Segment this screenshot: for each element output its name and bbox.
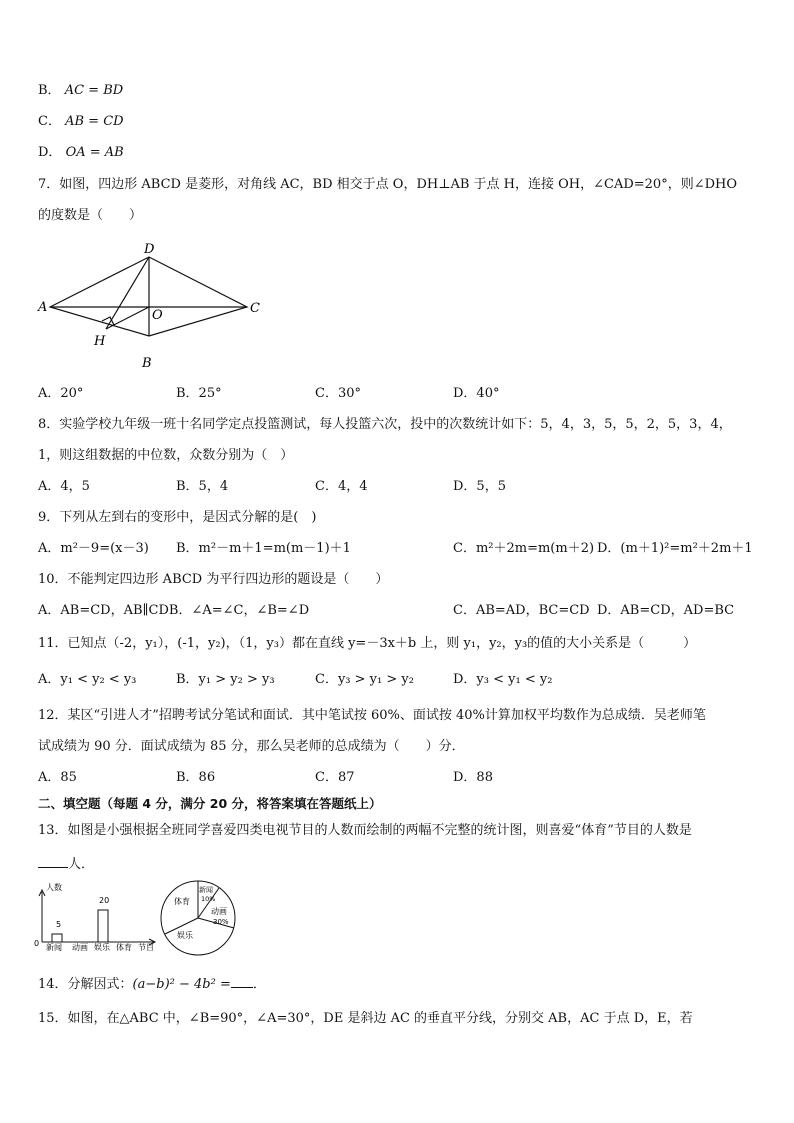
q10-stem: 10．不能判定四边形 ABCD 为平行四边形的题设是（ ）: [38, 572, 389, 587]
q14-prefix: 14．分解因式：: [38, 977, 133, 992]
q12-stem-line1: 12．某区“引进人才”招聘考试分笔试和面试．其中笔试按 60%、面试按 40%计算加权平均数作为总成绩．吴老师笔: [38, 708, 706, 723]
bar-label-ent: 20: [99, 896, 110, 905]
pie-pct-anime: 30%: [213, 918, 229, 926]
q13-stem-line1: 13．如图是小强根据全班同学喜爱四类电视节目的人数而绘制的两幅不完整的统计图，则喜爱“体育”节目的人数是: [38, 823, 692, 838]
option-c-prev: [38, 113, 124, 131]
q12-option-b: B．86: [176, 770, 216, 785]
label-c: C: [250, 301, 260, 316]
q7-option-c: C．30°: [315, 386, 361, 401]
q9-option-c: C．m²＋2m=m(m＋2): [453, 541, 595, 556]
option-letter: C．: [38, 114, 61, 129]
q12-option-d: D．88: [453, 770, 493, 785]
label-b: B: [142, 356, 152, 371]
option-letter: D．: [38, 145, 62, 160]
q8-stem-line2: 1，则这组数据的中位数，众数分别为（ ）: [38, 448, 294, 463]
label-h: H: [94, 334, 106, 349]
q8-option-c: C．4，4: [315, 479, 368, 494]
label-a: A: [38, 300, 48, 315]
label-o: O: [152, 308, 163, 323]
q9-option-b: B．m²－m＋1=m(m－1)＋1: [176, 541, 351, 556]
q11-option-a: A．y₁ < y₂ < y₃: [38, 672, 137, 687]
x-tick-anime: 动画: [72, 943, 88, 952]
bar-新闻: [52, 934, 62, 942]
q12-option-a: A．85: [38, 770, 77, 785]
q9-stem: 9．下列从左到右的变形中，是因式分解的是( ): [38, 510, 317, 525]
pie-label-anime: 动画: [211, 907, 227, 916]
q13-suffix: 人．: [68, 857, 95, 872]
q7-stem-line1: 7．如图，四边形 ABCD 是菱形，对角线 AC，BD 相交于点 O，DH⊥AB 于点 H，连接 OH，∠CAD=20°，则∠DHO: [38, 177, 738, 192]
q14-expression: (a−b)² − 4b² =: [132, 977, 231, 992]
pie-pct-news: 10%: [201, 895, 216, 903]
q7-stem-line2: 的度数是（ ）: [38, 208, 143, 223]
section-heading-fill-blank: 二、填空题（每题 4 分，满分 20 分，将答案填在答题纸上）: [38, 796, 382, 811]
q8-option-b: B．5，4: [176, 479, 229, 494]
q11-stem: 11．已知点（-2，y₁），(-1，y₂)，（1，y₃）都在直线 y=－3x＋b 上，则 y₁，y₂，y₃的值的大小关系是（ ）: [38, 636, 697, 651]
pie-label-sport: 体育: [174, 897, 190, 906]
q7-option-a: A．20°: [38, 386, 84, 401]
origin-label: 0: [34, 939, 40, 948]
q10-option-c: C．AB=AD，BC=CD: [453, 603, 590, 618]
bar-娱乐: [98, 910, 108, 942]
pie-label-ent: 娱乐: [177, 931, 193, 940]
q12-stem-line2: 试成绩为 90 分．面试成绩为 85 分，那么吴老师的总成绩为（ ）分．: [38, 739, 465, 754]
rhombus-figure: [34, 238, 266, 372]
pie-chart: [155, 876, 245, 960]
bar-label-news: 5: [56, 920, 62, 929]
q8-option-a: A．4，5: [38, 479, 90, 494]
q14-suffix: ．: [252, 977, 266, 992]
x-tick-ent: 娱乐: [94, 943, 110, 952]
q9-option-a: A．m²－9=(x－3): [38, 541, 149, 556]
answer-blank: [231, 973, 253, 988]
q13-stem-line2: [38, 853, 94, 874]
q9-option-d: D．(m＋1)²=m²＋2m＋1: [597, 541, 753, 556]
q15-stem: 15．如图，在△ABC 中，∠B=90°，∠A=30°，DE 是斜边 AC 的垂直平分线，分别交 AB，AC 于点 D，E，若: [38, 1011, 693, 1026]
q12-option-c: C．87: [315, 770, 355, 785]
x-tick-news: 新闻: [46, 943, 62, 952]
q11-option-b: B．y₁ > y₂ > y₃: [176, 672, 275, 687]
q8-option-d: D．5，5: [453, 479, 506, 494]
q10-option-ab: A．AB=CD，AB∥CDB．∠A=∠C，∠B=∠D: [38, 603, 310, 618]
option-expr: OA = AB: [65, 145, 124, 160]
y-axis-label: 人数: [46, 883, 62, 892]
option-expr: AB = CD: [65, 114, 124, 129]
q7-option-b: B．25°: [176, 386, 222, 401]
option-d-prev: [38, 144, 124, 162]
option-letter: B．: [38, 83, 61, 98]
q8-stem-line1: 8．实验学校九年级一班十名同学定点投篮测试，每人投篮六次，投中的次数统计如下：5，4，3，5，5，2，5，3，4，: [38, 417, 732, 432]
option-expr: AC = BD: [64, 83, 124, 98]
label-d: D: [144, 242, 155, 257]
x-tick-sport: 体育: [116, 943, 132, 952]
answer-blank: [38, 853, 68, 868]
option-b-prev: [38, 82, 123, 100]
q11-option-c: C．y₃ > y₁ > y₂: [315, 672, 414, 687]
q7-option-d: D．40°: [453, 386, 500, 401]
x-axis-label: 节目: [138, 943, 154, 952]
bar-chart: [30, 880, 160, 952]
q11-option-d: D．y₃ < y₁ < y₂: [453, 672, 553, 687]
q10-option-d: D．AB=CD，AD=BC: [597, 603, 735, 618]
pie-label-news: 新闻: [199, 886, 213, 894]
q14-stem: [38, 973, 266, 994]
